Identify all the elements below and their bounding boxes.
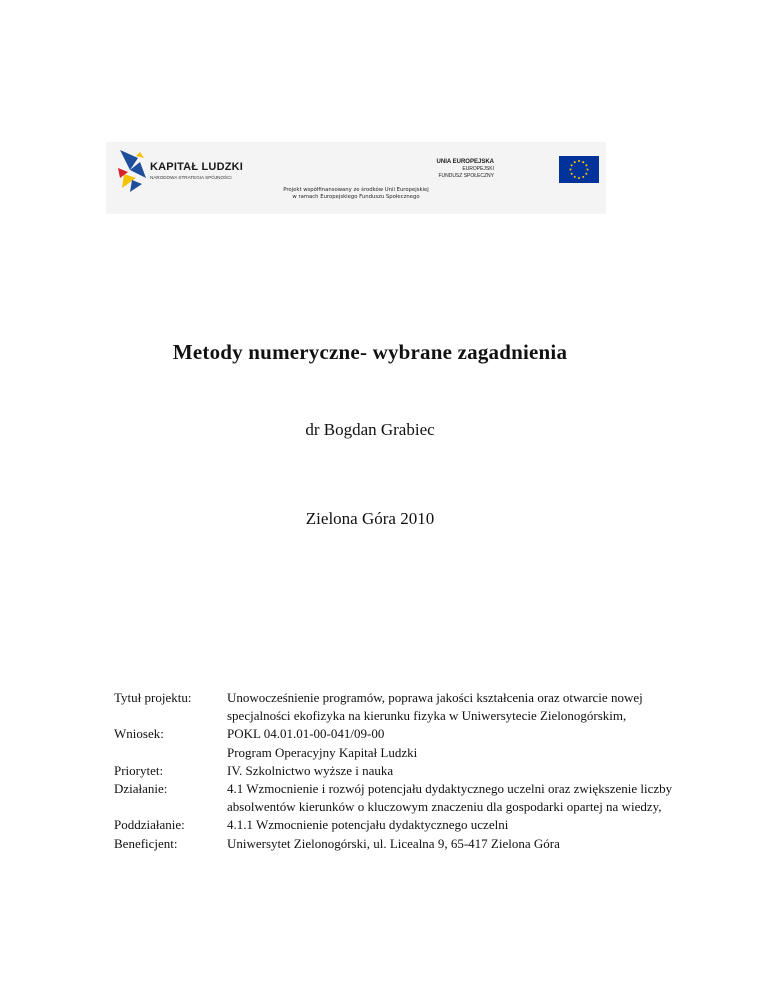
info-value: absolwentów kierunków o kluczowym znaczeniu dla gospodarki opartej na wiedzy,	[227, 799, 662, 815]
cofinance-line-2: w ramach Europejskiego Funduszu Społecznego	[292, 194, 420, 200]
info-value: 4.1 Wzmocnienie i rozwój potencjału dydaktycznego uczelni oraz zwiększenie liczby	[227, 781, 673, 797]
info-label	[114, 744, 227, 762]
eu-label-line-2: EUROPEJSKI	[462, 166, 494, 172]
info-label: Priorytet:	[114, 762, 164, 778]
info-label: Poddziałanie:	[114, 817, 185, 833]
eu-flag-icon	[559, 156, 599, 183]
info-row	[114, 707, 754, 725]
info-value: POKL 04.01.01-00-041/09-00	[227, 726, 385, 742]
cofinance-note	[246, 187, 466, 201]
info-value: specjalności ekofizyka na kierunku fizyka w Uniwersytecie Zielonogórskim,	[227, 708, 627, 724]
document-title: Metody numeryczne- wybrane zagadnienia	[172, 340, 568, 364]
info-row	[114, 816, 754, 834]
info-label: Tytuł projektu:	[114, 690, 192, 705]
info-label: Wniosek:	[114, 726, 164, 742]
info-label	[114, 798, 227, 816]
info-row	[114, 780, 754, 798]
info-row	[114, 798, 754, 816]
info-value: Program Operacyjny Kapitał Ludzki	[227, 744, 418, 760]
eu-label-line-1: UNIA EUROPEJSKA	[436, 159, 494, 165]
document-author: dr Bogdan Grabiec	[305, 420, 435, 439]
cofinance-line-1: Projekt współfinansowany ze środków Unii Europejskiej	[283, 187, 429, 193]
kapital-ludzki-title: KAPITAŁ LUDZKI	[150, 161, 244, 173]
document-place-year: Zielona Góra 2010	[305, 509, 435, 528]
eu-fund-label	[437, 159, 494, 180]
info-row	[114, 725, 754, 743]
info-value: Unowocześnienie programów, poprawa jakości kształcenia oraz otwarcie nowej	[227, 690, 643, 705]
info-value: IV. Szkolnictwo wyższe i nauka	[227, 762, 394, 778]
info-row	[114, 762, 754, 780]
logo-banner	[106, 142, 606, 214]
info-row	[114, 744, 754, 762]
project-info	[114, 689, 754, 853]
info-row	[114, 835, 754, 853]
info-label: Beneficjent:	[114, 835, 178, 851]
info-value: Uniwersytet Zielonogórski, ul. Licealna 9, 65-417 Zielona Góra	[227, 835, 560, 851]
info-row	[114, 689, 754, 707]
eu-label-line-3: FUNDUSZ SPOŁECZNY	[438, 173, 494, 179]
kapital-ludzki-subtitle: NARODOWA STRATEGIA SPÓJNOŚCI	[150, 175, 232, 180]
info-label	[114, 707, 227, 725]
info-label: Działanie:	[114, 781, 168, 797]
info-value: 4.1.1 Wzmocnienie potencjału dydaktycznego uczelni	[227, 817, 509, 833]
